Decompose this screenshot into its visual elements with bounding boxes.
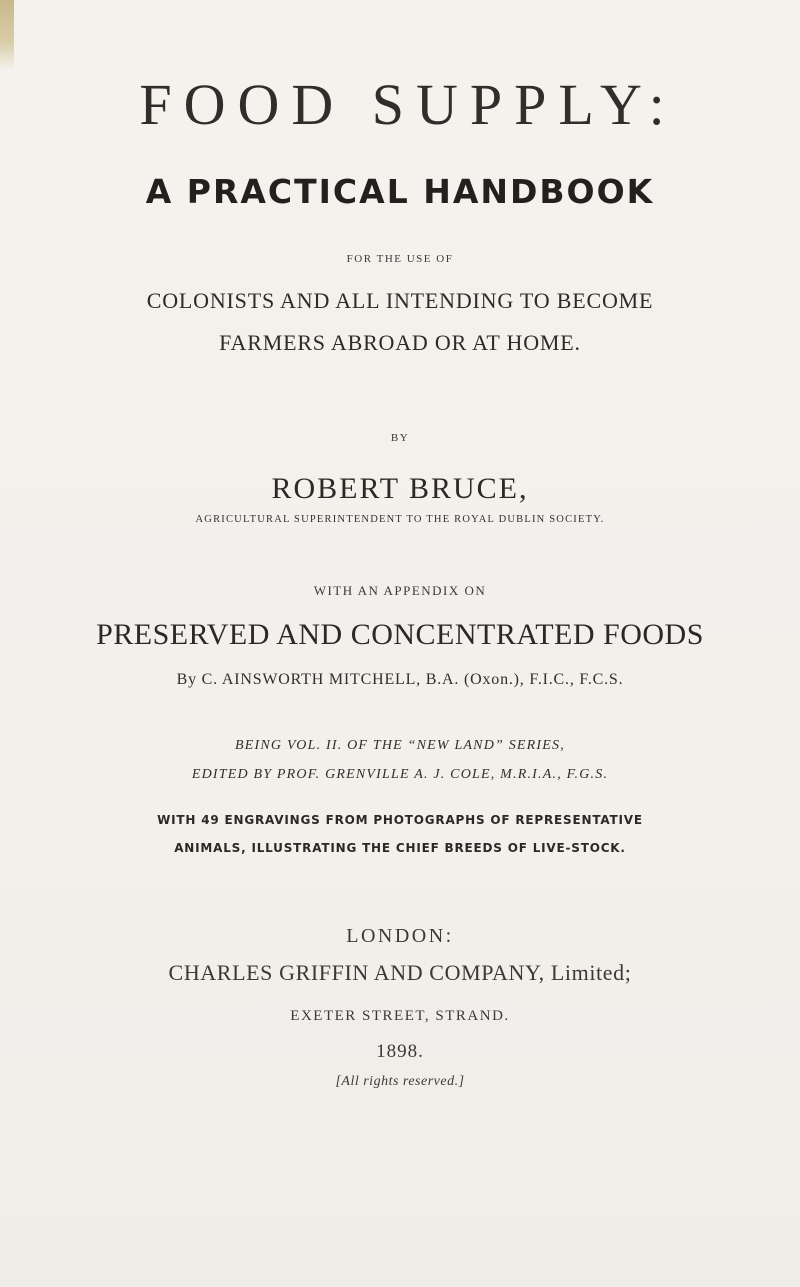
imprint-city: LONDON: [346,925,454,947]
page-edge-stain [0,0,14,70]
appendix-intro: WITH AN APPENDIX ON [313,583,487,598]
imprint-address: EXETER STREET, STRAND. [290,1008,510,1024]
engravings-line-1: WITH 49 ENGRAVINGS FROM PHOTOGRAPHS OF REPRESENTATIVE [157,813,643,827]
book-subtitle: A PRACTICAL HANDBOOK [145,172,655,211]
book-title: FOOD SUPPLY: [139,72,677,137]
series-line-2: EDITED BY PROF. GRENVILLE A. J. COLE, M.R.I.A., F.G.S. [191,767,609,782]
rights-notice: [All rights reserved.] [335,1074,465,1089]
imprint-year: 1898. [376,1041,424,1062]
purpose-line-2: FARMERS ABROAD OR AT HOME. [219,330,581,355]
purpose-line-1: COLONISTS AND ALL INTENDING TO BECOME [146,288,654,313]
author-role: AGRICULTURAL SUPERINTENDENT TO THE ROYAL DUBLIN SOCIETY. [195,514,605,525]
author-name: ROBERT BRUCE, [271,472,529,505]
imprint-publisher: CHARLES GRIFFIN AND COMPANY, Limited; [168,960,632,985]
appendix-author: By C. AINSWORTH MITCHELL, B.A. (Oxon.), F.I.C., F.C.S. [176,671,624,688]
appendix-title: PRESERVED AND CONCENTRATED FOODS [96,618,704,651]
for-the-use-of: FOR THE USE OF [346,253,454,265]
engravings-line-2: ANIMALS, ILLUSTRATING THE CHIEF BREEDS OF LIVE-STOCK. [174,841,626,855]
series-line-1: BEING VOL. II. OF THE “NEW LAND” SERIES, [235,738,565,753]
by-label: BY [390,432,410,444]
